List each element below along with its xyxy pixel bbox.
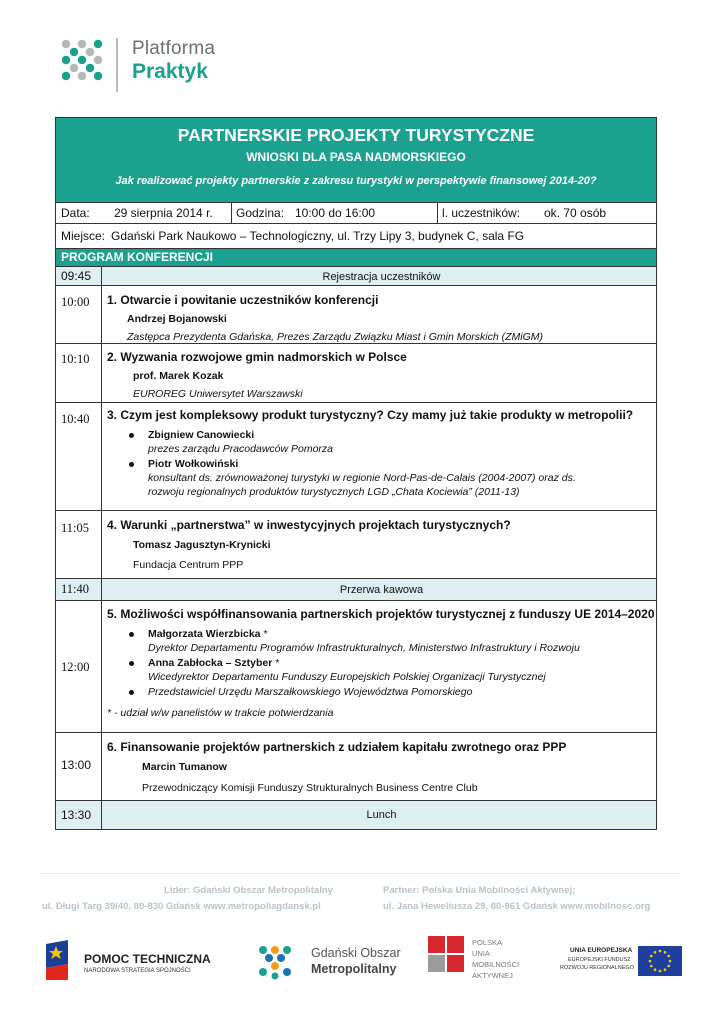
puma-square-icon [428,955,445,972]
logo-line1: Platforma [132,38,216,59]
speaker-affiliation: Fundacja Centrum PPP [133,559,244,571]
agenda-item-title: 2. Wyzwania rozwojowe gmin nadmorskich w Polsce [107,350,407,364]
platforma-praktyk-logo [58,36,238,96]
eu-line2: EUROPEJSKI FUNDUSZ [568,957,631,963]
puma-square-icon [428,936,445,953]
eu-flag-icon [638,946,682,976]
tentative-mark: * [260,628,268,640]
speaker-affiliation: konsultant ds. zrównoważonej turystyki w regionie Nord-Pas-de-Calais (2004-2007) oraz ds. [148,472,576,484]
agenda-item-title: 1. Otwarcie i powitanie uczestników konferencji [107,293,379,307]
pt-title: POMOC TECHNICZNA [84,952,211,966]
agenda-time: 09:45 [56,267,102,285]
program-header: PROGRAM KONFERENCJI [56,249,656,267]
agenda-time: 11:05 [56,511,102,578]
gom-line2: Metropolitalny [311,962,397,976]
agenda-row [56,601,656,733]
footer-divider [40,873,680,874]
footnote: * - udział w/w panelistów w trakcie potwierdzania [107,707,334,719]
agenda-row [56,733,656,801]
flag-star-icon [42,938,72,982]
speaker-item [107,458,656,470]
speaker-name: Tomasz Jagusztyn-Krynicki [133,539,271,551]
agenda-item-title: 3. Czym jest kompleksowy produkt turystyczny? Czy mamy już takie produkty w metropolii? [107,408,634,422]
leader-line: Lider: Gdański Obszar Metropolitalny [164,885,333,896]
speaker-name: Andrzej Bojanowski [127,313,227,325]
agenda-time: 10:10 [56,344,102,402]
agenda-time: 12:00 [56,601,102,732]
leader-address: ul. Długi Targ 39/40, 80-830 Gdańsk www.metropoliagdansk.pl [42,901,321,912]
bullet-icon [129,661,134,666]
time-value: 10:00 do 16:00 [295,206,376,220]
info-row [56,203,656,224]
agenda-row [56,267,656,286]
speaker-affiliation: prezes zarządu Pracodawców Pomorza [148,443,334,455]
speaker-name: prof. Marek Kozak [133,370,224,382]
place-label: Miejsce: [61,229,106,243]
gom-line1: Gdański Obszar [311,946,401,960]
page-subtitle: WNIOSKI DLA PASA NADMORSKIEGO [246,150,466,164]
speaker-item [107,686,656,698]
eu-line3: ROZWOJU REGIONALNEGO [560,965,634,971]
count-value: ok. 70 osób [544,206,607,220]
agenda-row [56,403,656,511]
bullet-icon [129,433,134,438]
speaker-item [107,657,656,669]
agenda-time: 10:00 [56,286,102,343]
place-row [56,224,656,249]
speaker-affiliation: rozwoju regionalnych produktów turystycznych LGD „Chata Kociewia” (2011-13) [148,486,520,498]
speaker-name: Małgorzata Wierzbicka [148,628,261,640]
speaker-affiliation: Przewodniczący Komisji Funduszy Strukturalnych Business Centre Club [142,782,478,794]
date-value: 29 sierpnia 2014 r. [114,206,213,220]
speaker-name: Zbigniew Canowiecki [148,429,255,441]
time-label: Godzina: [231,203,295,223]
puma-line3: MOBILNOŚCI [472,960,520,969]
agenda-row [56,344,656,403]
agenda-item-text: Lunch [366,809,397,821]
puma-logo [428,936,538,988]
agenda-table [55,117,657,830]
agenda-time: 13:30 [56,801,102,829]
agenda-item-text: Rejestracja uczestników [322,271,441,283]
agenda-item-title: 6. Finansowanie projektów partnerskich z udziałem kapitału zwrotnego oraz PPP [107,740,567,754]
puma-line4: AKTYWNEJ [472,971,513,980]
speaker-name: Marcin Tumanow [142,761,227,773]
agenda-row [56,801,656,829]
partner-line: Partner: Polska Unia Mobilności Aktywnej; [383,885,576,896]
logo-line2: Praktyk [132,60,208,83]
page-title: PARTNERSKIE PROJEKTY TURYSTYCZNE [177,125,535,145]
tentative-mark: * [272,657,280,669]
gom-logo [255,938,405,988]
date-label: Data: [61,206,90,220]
puma-line1: POLSKA [472,938,503,947]
partner-address: ul. Jana Heweliusza 29, 80-861 Gdańsk www.mobilnosc.org [383,901,651,912]
speaker-name: Piotr Wołkowiński [148,458,239,470]
agenda-item-title: 4. Warunki „partnerstwa” w inwestycyjnych projektach turystycznych? [107,518,511,532]
pomoc-techniczna-logo [42,938,212,988]
pt-subtitle: NARODOWA STRATEGIA SPÓJNOŚCI [84,968,191,974]
logo-divider [116,38,118,92]
count-label: l. uczestników: [437,203,544,223]
agenda-time: 11:40 [56,579,102,600]
place-value: Gdański Park Naukowo – Technologiczny, ul. Trzy Lipy 3, budynek C, sala FG [111,229,525,243]
speaker-affiliation: EUROREG Uniwersytet Warszawski [133,388,303,400]
puma-line2: UNIA [472,949,490,958]
eu-logo [556,944,682,984]
title-banner [56,118,656,203]
puma-square-icon [447,955,464,972]
speaker-item [107,429,656,441]
agenda-time: 10:40 [56,403,102,510]
agenda-row [56,511,656,579]
agenda-row [56,286,656,344]
speaker-affiliation: Dyrektor Departamentu Programów Infrastrukturalnych, Ministerstwo Infrastruktury i Rozwoju [148,642,580,654]
puma-square-icon [447,936,464,953]
speaker-affiliation: Przedstawiciel Urzędu Marszałkowskiego Województwa Pomorskiego [148,686,473,698]
eu-line1: UNIA EUROPEJSKA [570,947,633,954]
agenda-item-text: Przerwa kawowa [339,584,424,596]
speaker-name: Anna Zabłocka – Sztyber [148,657,273,669]
gom-mark-icon [255,942,295,982]
molecule-icon [58,36,108,86]
agenda-row [56,579,656,601]
agenda-time: 13:00 [56,733,102,800]
bullet-icon [129,690,134,695]
bullet-icon [129,462,134,467]
speaker-affiliation: Zastępca Prezydenta Gdańska, Prezes Zarządu Związku Miast i Gmin Morskich (ZMiGM) [127,331,544,343]
page-question: Jak realizować projekty partnerskie z zakresu turystyki w perspektywie finansowej 2014-20? [115,175,597,187]
speaker-item [107,628,656,640]
speaker-affiliation: Wicedyrektor Departamentu Funduszy Europejskich Polskiej Organizacji Turystycznej [148,671,546,683]
bullet-icon [129,632,134,637]
agenda-item-title: 5. Możliwości współfinansowania partnerskich projektów turystycznej z funduszy UE 2014–2020 [107,607,655,621]
